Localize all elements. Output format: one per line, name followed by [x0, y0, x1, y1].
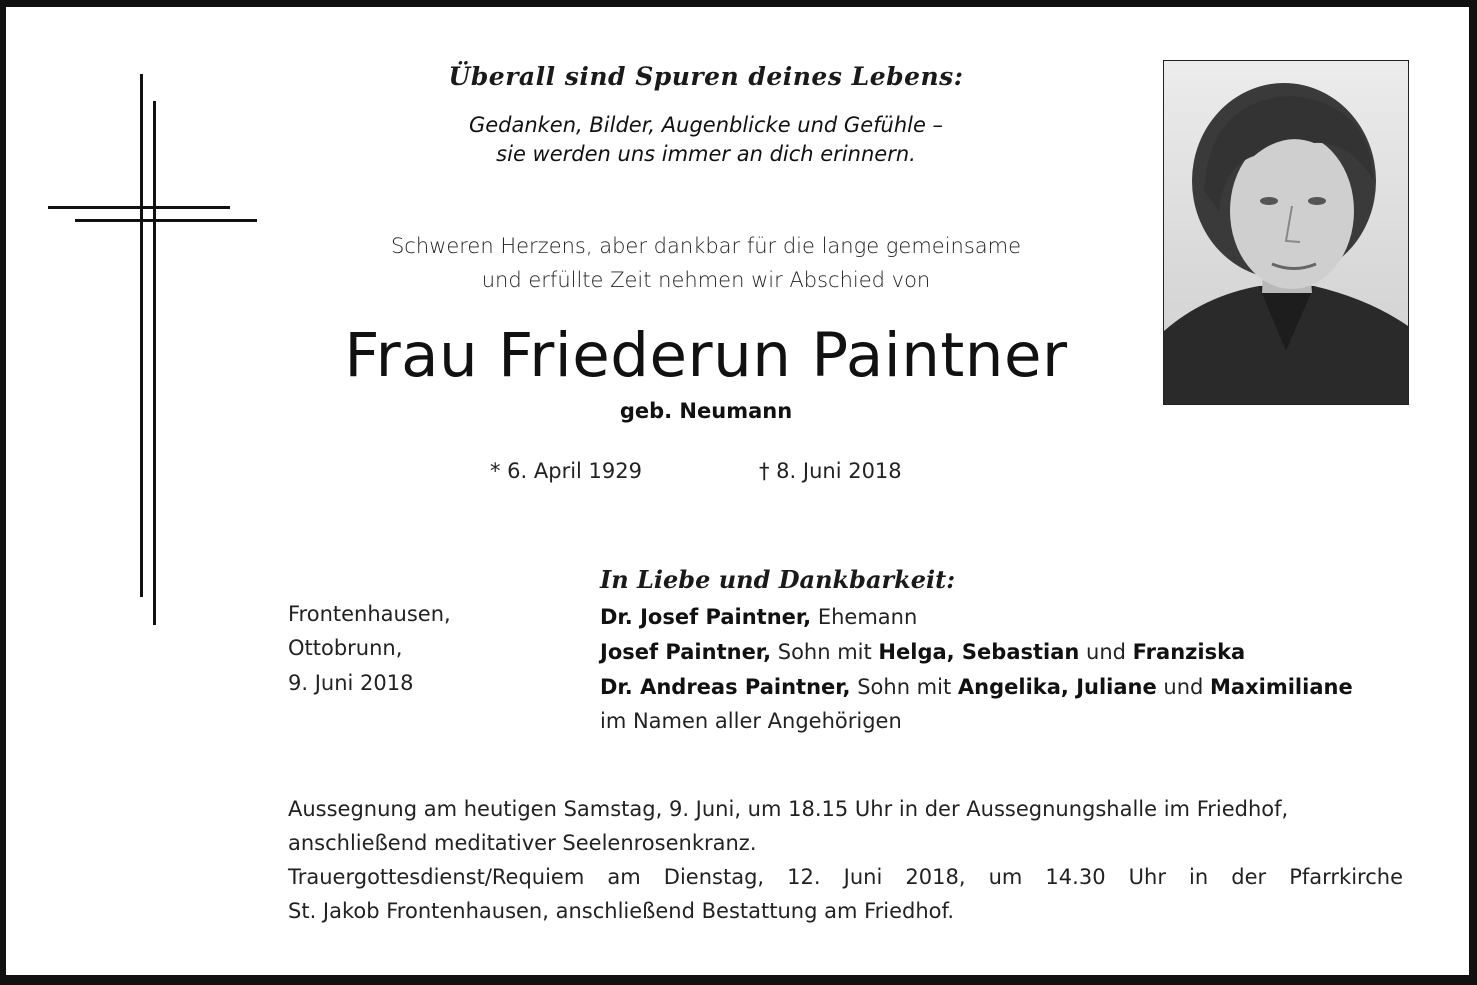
services-paragraph — [288, 792, 1403, 928]
mourner-name: Dr. Josef Paintner, — [600, 605, 812, 629]
mourner-role: Sohn mit — [771, 640, 879, 664]
service-line-3: Trauergottesdienst/Requiem am Dienstag, 12. Juni 2018, um 14.30 Uhr in der Pfarrkirche — [288, 865, 1403, 889]
family-names: Helga, Sebastian — [878, 640, 1080, 664]
service-line-4: St. Jakob Frontenhausen, anschließend Bestattung am Friedhof. — [288, 899, 955, 923]
intro-line-2: und erfüllte Zeit nehmen wir Abschied von — [481, 268, 931, 292]
mourner-name: Dr. Andreas Paintner, — [600, 675, 851, 699]
motto-line-2: sie werden uns immer an dich erinnern. — [496, 142, 916, 166]
death-date: † 8. Juni 2018 — [759, 459, 902, 483]
conjunction: und — [1079, 640, 1133, 664]
family-names: Maximiliane — [1210, 675, 1353, 699]
place-line-2: Ottobrunn, — [288, 636, 403, 660]
deceased-name: Frau Friederun Paintner — [344, 320, 1068, 391]
birth-date: * 6. April 1929 — [490, 459, 643, 483]
mourner-line-4: im Namen aller Angehörigen — [600, 709, 902, 733]
motto-heading: Überall sind Spuren deines Lebens: — [448, 62, 964, 91]
obituary-notice — [6, 7, 1469, 975]
motto-line-1: Gedanken, Bilder, Augenblicke und Gefühle – — [468, 113, 944, 137]
mourner-name: Josef Paintner, — [600, 640, 772, 664]
maiden-name: geb. Neumann — [619, 399, 793, 423]
portrait-photo — [1163, 60, 1409, 405]
place-line-1: Frontenhausen, — [288, 602, 451, 626]
service-line-2: anschließend meditativer Seelenrosenkranz. — [288, 831, 757, 855]
family-names: Angelika, Juliane — [957, 675, 1157, 699]
family-names: Franziska — [1132, 640, 1246, 664]
place-date: 9. Juni 2018 — [288, 671, 414, 695]
mourner-line-2 — [600, 640, 1245, 664]
mourner-line-1 — [600, 605, 917, 629]
mourners-heading: In Liebe und Dankbarkeit: — [600, 565, 956, 594]
mourner-role: Ehemann — [811, 605, 918, 629]
intro-line-1: Schweren Herzens, aber dankbar für die lange gemeinsame — [390, 234, 1022, 258]
mourner-role: Sohn mit — [850, 675, 958, 699]
conjunction: und — [1156, 675, 1211, 699]
mourner-line-3 — [600, 675, 1353, 699]
service-line-1: Aussegnung am heutigen Samstag, 9. Juni, um 18.15 Uhr in der Aussegnungshalle im Friedhof, — [288, 797, 1289, 821]
